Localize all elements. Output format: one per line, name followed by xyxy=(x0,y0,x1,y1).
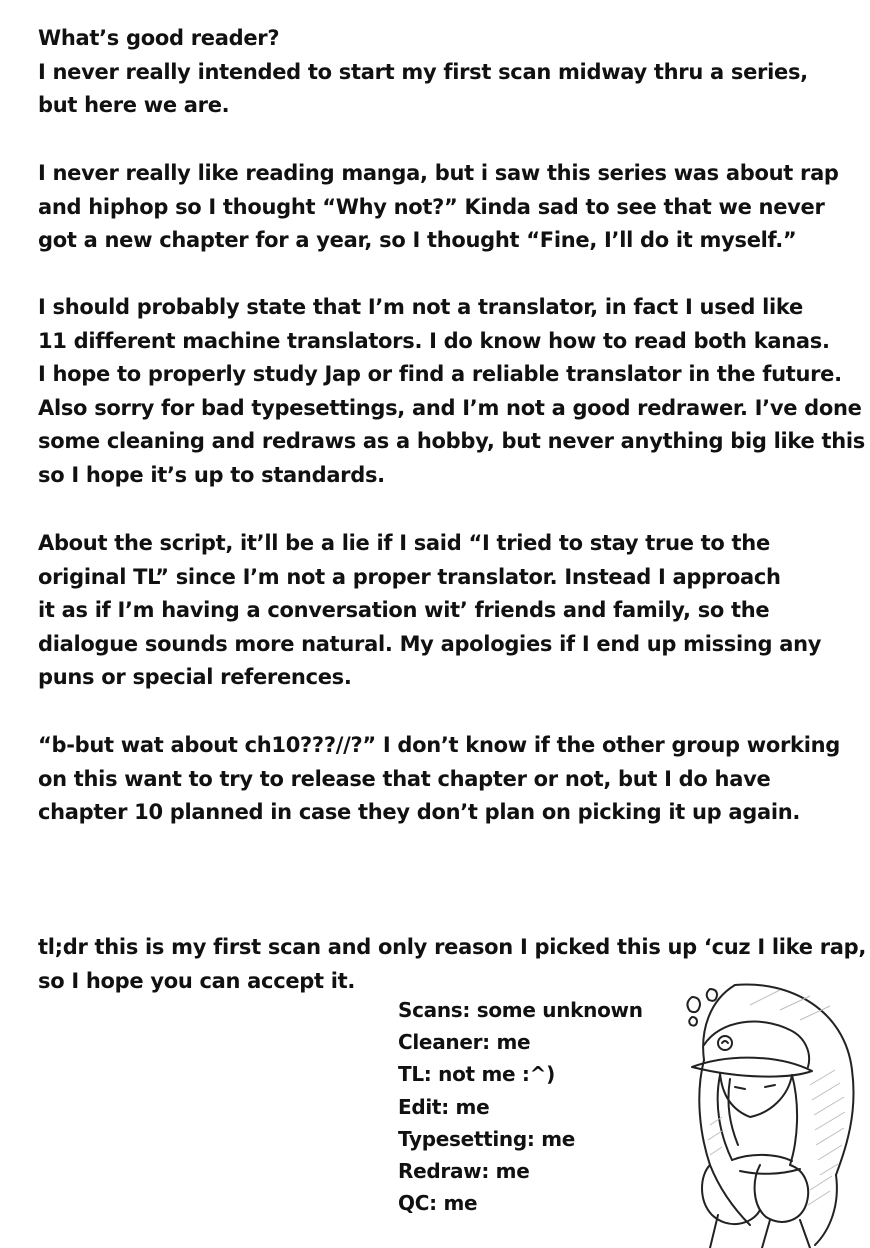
why-line: and hiphop so I thought “Why not?” Kinda sad to see that we never xyxy=(38,194,825,219)
credit-scans: Scans: some unknown xyxy=(398,998,643,1022)
translation-line: I hope to properly study Jap or find a reliable translator in the future. xyxy=(38,362,842,387)
chapter10-line: “b-but wat about ch10???//?” I don’t know if the other group working xyxy=(38,733,841,757)
hair-strand xyxy=(728,1079,738,1145)
script-line: it as if I’m having a conversation wit’ friends and family, so the xyxy=(38,598,770,623)
why-paragraph xyxy=(38,157,838,258)
translation-line: 11 different machine translators. I do know how to read both kanas. xyxy=(38,328,830,353)
hoodie-right-side xyxy=(815,1175,837,1245)
hair-right xyxy=(790,1075,797,1165)
arm-lower xyxy=(740,1169,800,1174)
translation-line: I should probably state that I’m not a translator, in fact I used like xyxy=(38,295,803,319)
translation-line: Also sorry for bad typesettings, and I’m not a good redrawer. I’ve done xyxy=(38,395,862,420)
greeting-paragraph xyxy=(38,22,838,123)
why-line: I never really like reading manga, but i saw this series was about rap xyxy=(38,161,839,185)
credit-typesetting: Typesetting: me xyxy=(398,1126,576,1151)
credits-list xyxy=(398,994,643,1219)
credit-tl: TL: not me :^) xyxy=(398,1062,555,1087)
sweat-mark-icon xyxy=(687,997,700,1012)
eye-left xyxy=(735,1087,745,1089)
leg-right xyxy=(762,1220,770,1248)
credit-cleaner: Cleaner: me xyxy=(398,1030,531,1055)
credit-edit: Edit: me xyxy=(398,1094,490,1119)
cap-emblem-detail xyxy=(722,1041,728,1043)
credit-qc: QC: me xyxy=(398,1191,478,1216)
script-line: dialogue sounds more natural. My apologies if I end up missing any xyxy=(38,631,822,656)
cap-brim xyxy=(692,1058,812,1077)
eye-right xyxy=(765,1085,775,1087)
script-line: puns or special references. xyxy=(38,665,352,690)
greeting-line: but here we are. xyxy=(38,93,230,118)
script-paragraph xyxy=(38,527,838,695)
greeting-line: What’s good reader? xyxy=(38,26,280,50)
arm-upper xyxy=(732,1155,792,1161)
tldr-line: so I hope you can accept it. xyxy=(38,968,356,993)
chapter10-paragraph xyxy=(38,729,841,830)
credit-redraw: Redraw: me xyxy=(398,1159,530,1184)
script-line: original TL” since I’m not a proper translator. Instead I approach xyxy=(38,564,781,589)
sweat-mark-icon xyxy=(707,989,717,1001)
sweat-mark-icon xyxy=(689,1017,697,1026)
chapter10-line: on this want to try to release that chapter or not, but I do have xyxy=(38,766,771,791)
tldr-line: tl;dr this is my first scan and only reason I picked this up ‘cuz I like rap, xyxy=(38,935,867,959)
why-line: got a new chapter for a year, so I thought “Fine, I’ll do it myself.” xyxy=(38,228,797,253)
hooded-girl-illustration xyxy=(640,975,870,1248)
script-line: About the script, it’ll be a lie if I said “I tried to stay true to the xyxy=(38,531,770,555)
leg-right-back xyxy=(800,1220,810,1248)
cap-emblem-icon xyxy=(718,1036,732,1050)
leg-left xyxy=(710,1215,718,1248)
chapter10-line: chapter 10 planned in case they don’t plan on picking it up again. xyxy=(38,800,801,825)
translation-line: some cleaning and redraws as a hobby, but never anything big like this xyxy=(38,429,865,454)
translation-line: so I hope it’s up to standards. xyxy=(38,462,385,487)
greeting-line: I never really intended to start my first scan midway thru a series, xyxy=(38,59,808,84)
translation-paragraph xyxy=(38,291,865,493)
